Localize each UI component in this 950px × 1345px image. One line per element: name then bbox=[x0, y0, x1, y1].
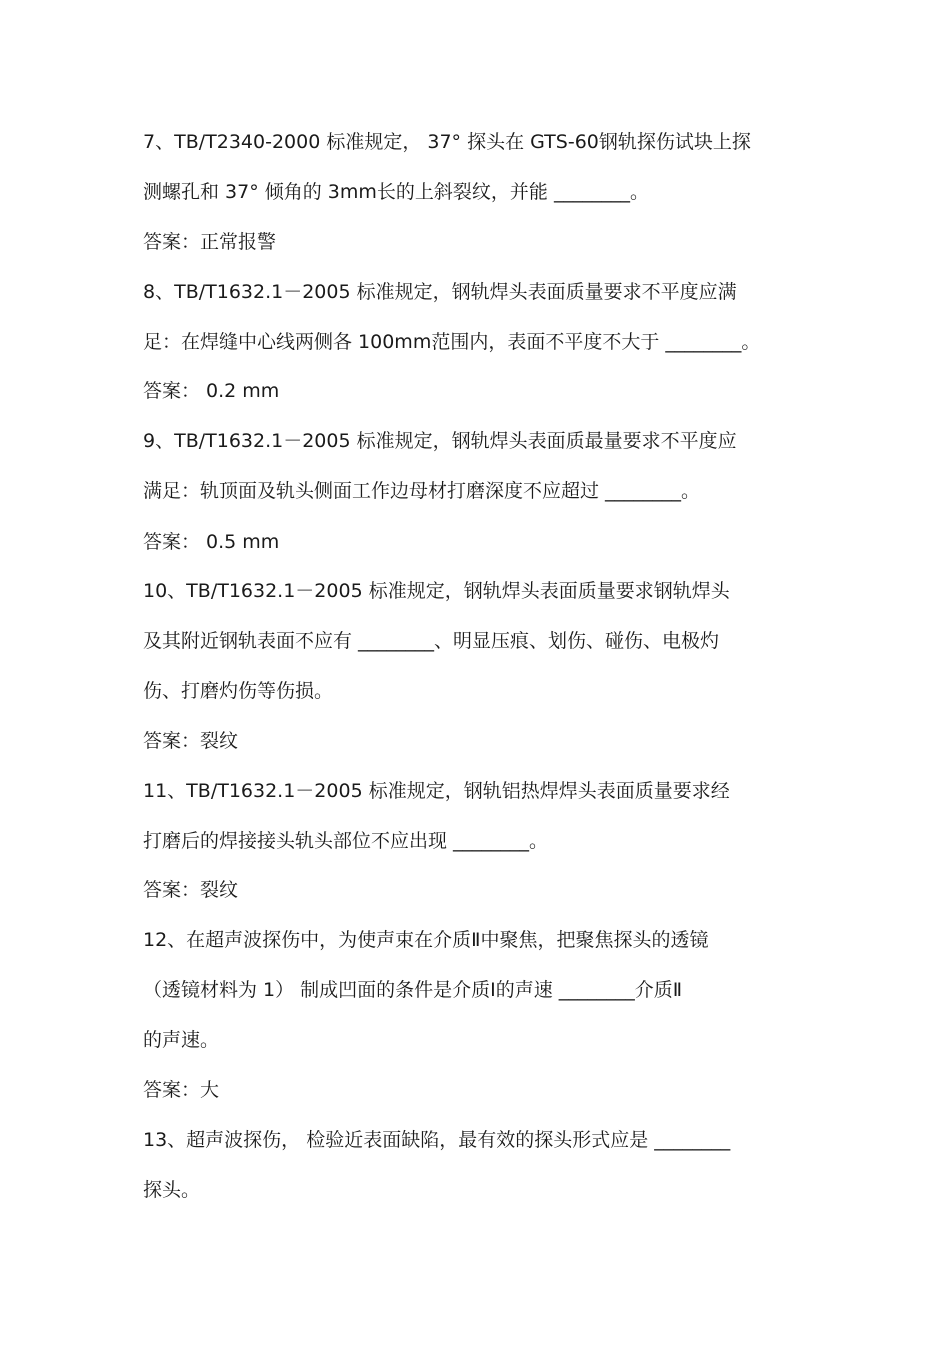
question-11-line-2: 打磨后的焊接接头轨头部位不应出现 ________。 bbox=[143, 830, 549, 852]
answer-9: 答案： 0.5 mm bbox=[143, 531, 280, 553]
question-8-line-2: 足：在焊缝中心线两侧各 100mm范围内，表面不平度不大于 ________。 bbox=[143, 331, 761, 353]
answer-7: 答案：正常报警 bbox=[143, 231, 277, 253]
question-9-line-2: 满足：轨顶面及轨头侧面工作边母材打磨深度不应超过 ________。 bbox=[143, 480, 701, 502]
answer-8: 答案： 0.2 mm bbox=[143, 380, 280, 402]
question-13-line-2: 探头。 bbox=[143, 1179, 201, 1201]
question-12-line-3: 的声速。 bbox=[143, 1029, 220, 1051]
answer-10: 答案：裂纹 bbox=[143, 730, 239, 752]
answer-11: 答案：裂纹 bbox=[143, 879, 239, 901]
question-12-line-1: 12、在超声波探伤中，为使声束在介质Ⅱ中聚焦，把聚焦探头的透镜 bbox=[143, 929, 709, 951]
answer-12: 答案：大 bbox=[143, 1079, 220, 1101]
question-9-line-1: 9、TB/T1632.1－2005 标准规定，钢轨焊头表面质最量要求不平度应 bbox=[143, 430, 737, 452]
question-10-line-1: 10、TB/T1632.1－2005 标准规定，钢轨焊头表面质量要求钢轨焊头 bbox=[143, 580, 730, 602]
question-7-line-2: 测螺孔和 37° 倾角的 3mm长的上斜裂纹，并能 ________。 bbox=[143, 181, 649, 203]
question-11-line-1: 11、TB/T1632.1－2005 标准规定，钢轨铝热焊焊头表面质量要求经 bbox=[143, 780, 730, 802]
question-10-line-3: 伤、打磨灼伤等伤损。 bbox=[143, 680, 334, 702]
question-10-line-2: 及其附近钢轨表面不应有 ________、明显压痕、划伤、碰伤、电极灼 bbox=[143, 630, 720, 652]
question-8-line-1: 8、TB/T1632.1－2005 标准规定，钢轨焊头表面质量要求不平度应满 bbox=[143, 281, 737, 303]
question-13-line-1: 13、超声波探伤， 检验近表面缺陷，最有效的探头形式应是 ________ bbox=[143, 1129, 731, 1151]
question-7-line-1: 7、TB/T2340-2000 标准规定， 37° 探头在 GTS-60钢轨探伤试块上探 bbox=[143, 131, 751, 153]
question-12-line-2: （透镜材料为 1） 制成凹面的条件是介质Ⅰ的声速 ________介质Ⅱ bbox=[143, 979, 683, 1001]
